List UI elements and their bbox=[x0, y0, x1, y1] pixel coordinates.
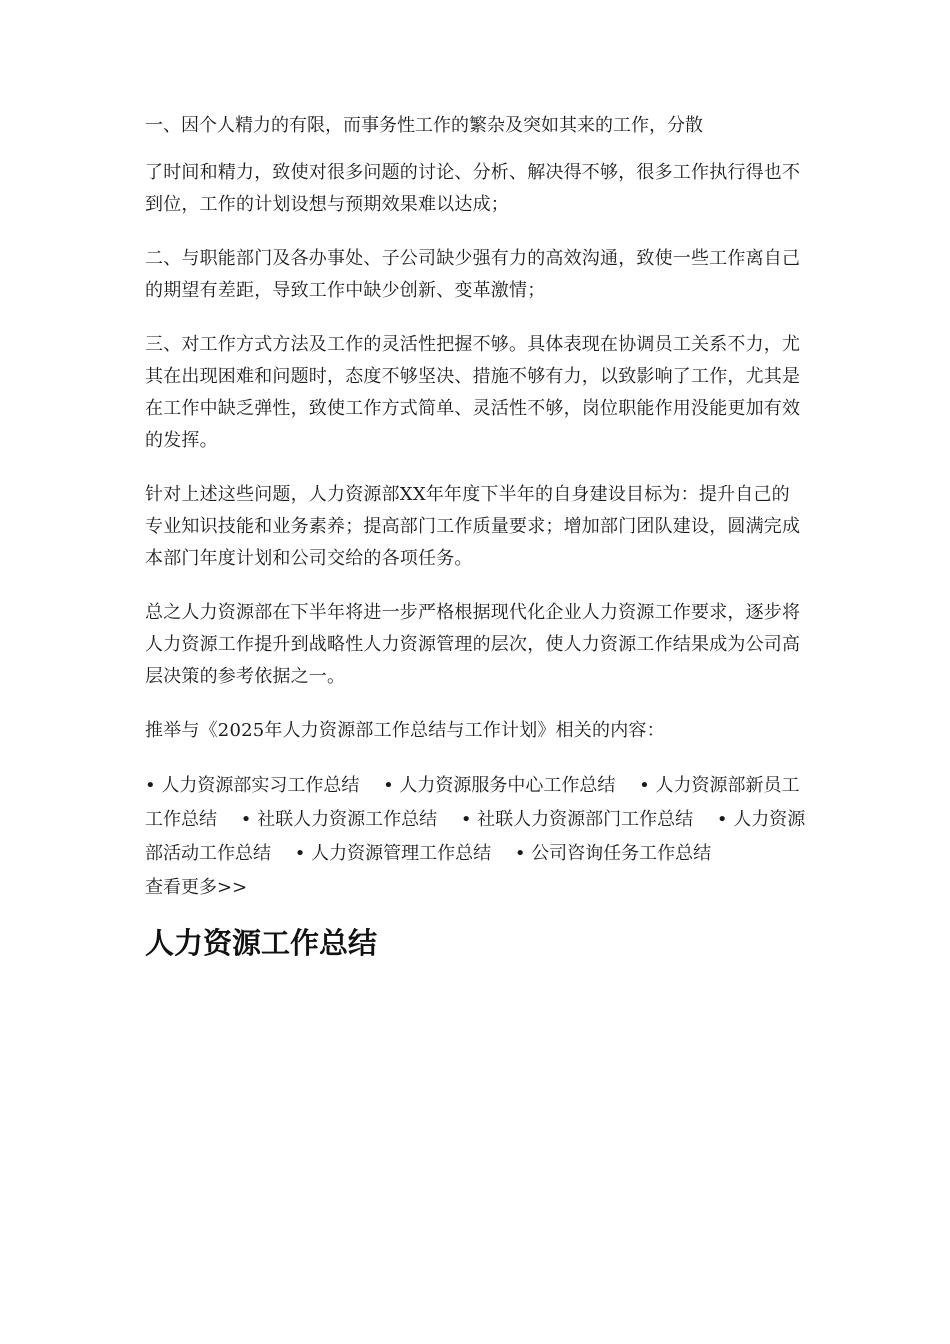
related-link[interactable]: • 人力资源部实习工作总结 bbox=[145, 775, 359, 796]
paragraph-4: 三、对工作方式方法及工作的灵活性把握不够。具体表现在协调员工关系不力，尤其在出现困难和问题时，态度不够坚决、措施不够有力，以致影响了工作，尤其是在工作中缺乏弹性，致使工作方式简单、灵活性不够，岗位职能作用没能更加有效的发挥。 bbox=[145, 334, 801, 451]
paragraph-1: 一、因个人精力的有限，而事务性工作的繁杂及突如其来的工作，分散 bbox=[145, 115, 703, 136]
related-intro: 推举与《2025年人力资源部工作总结与工作计划》相关的内容： bbox=[145, 720, 665, 741]
related-link[interactable]: • 人力资源管理工作总结 bbox=[295, 843, 491, 864]
related-link[interactable]: • 人力资源部活动工作总结 bbox=[145, 809, 805, 864]
paragraph-5: 针对上述这些问题，人力资源部XX年年度下半年的自身建设目标为：提升自己的专业知识技能和业务素养；提高部门工作质量要求；增加部门团队建设，圆满完成本部门年度计划和公司交给的各项任务。 bbox=[145, 484, 801, 569]
view-more-link[interactable]: 查看更多>> bbox=[145, 877, 248, 898]
paragraph-6: 总之人力资源部在下半年将进一步严格根据现代化企业人力资源工作要求，逐步将人力资源工作提升到战略性人力资源管理的层次，使人力资源工作结果成为公司高层决策的参考依据之一。 bbox=[145, 602, 801, 687]
related-link[interactable]: • 社联人力资源部门工作总结 bbox=[461, 809, 693, 830]
related-link[interactable]: • 公司咨询任务工作总结 bbox=[515, 843, 711, 864]
related-links-list bbox=[145, 769, 807, 871]
paragraph-3: 二、与职能部门及各办事处、子公司缺少强有力的高效沟通，致使一些工作离自己的期望有差距，导致工作中缺少创新、变革激情； bbox=[145, 248, 801, 301]
document-page bbox=[145, 110, 807, 965]
related-link[interactable]: • 社联人力资源工作总结 bbox=[241, 809, 437, 830]
related-link[interactable]: • 人力资源服务中心工作总结 bbox=[383, 775, 615, 796]
paragraph-2: 了时间和精力，致使对很多问题的讨论、分析、解决得不够，很多工作执行得也不到位，工作的计划设想与预期效果难以达成； bbox=[145, 162, 801, 215]
related-link[interactable]: • 人力资源部新员工工作总结 bbox=[145, 775, 800, 830]
section-heading: 人力资源工作总结 bbox=[145, 926, 378, 960]
